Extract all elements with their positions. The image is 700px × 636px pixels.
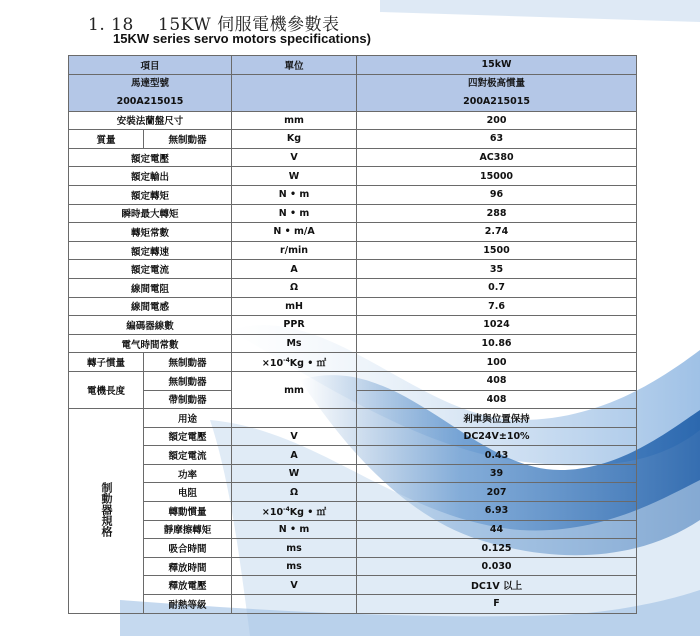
row-unit: W — [232, 464, 357, 483]
row-unit: ms — [232, 539, 357, 558]
row-label: 釋放時間 — [144, 557, 232, 576]
model-row — [69, 74, 637, 111]
section-number: 1. 18 — [88, 15, 134, 35]
table-row — [69, 148, 637, 167]
table-row — [69, 185, 637, 204]
table-row — [69, 502, 637, 521]
row-label: 瞬時最大轉矩 — [69, 204, 232, 223]
table-row — [69, 316, 637, 335]
table-row — [69, 241, 637, 260]
row-value: 35 — [357, 260, 637, 279]
row-label: 無制動器 — [144, 353, 232, 372]
row-group: 質量 — [69, 130, 144, 149]
row-label: 額定電流 — [144, 446, 232, 465]
table-row — [69, 409, 637, 428]
row-label: 釋放電壓 — [144, 576, 232, 595]
table-row — [69, 483, 637, 502]
table-row — [69, 520, 637, 539]
row-value: 6.93 — [357, 502, 637, 521]
row-unit — [232, 502, 357, 521]
model-unit-cell — [232, 74, 357, 111]
row-unit: mm — [232, 371, 357, 408]
row-label: 吸合時間 — [144, 539, 232, 558]
row-label: 电阻 — [144, 483, 232, 502]
table-row — [69, 539, 637, 558]
brake-group-label: 制動器規格 — [100, 481, 113, 537]
row-label: 額定輸出 — [69, 167, 232, 186]
unit-prefix: ×10 — [261, 506, 284, 518]
row-label: 耐熱等級 — [144, 595, 232, 614]
row-value: 2.74 — [357, 223, 637, 242]
table-row — [69, 446, 637, 465]
row-unit — [232, 409, 357, 428]
row-label: 帶制動器 — [144, 390, 232, 409]
row-value: 200 — [357, 111, 637, 130]
row-value: DC24V±10% — [357, 427, 637, 446]
row-label: 無制動器 — [144, 371, 232, 390]
table-row — [69, 427, 637, 446]
unit-exponent: -4 — [283, 356, 290, 364]
table-row — [69, 167, 637, 186]
row-value: 1500 — [357, 241, 637, 260]
row-unit: N • m/A — [232, 223, 357, 242]
row-label: 編碼器線數 — [69, 316, 232, 335]
row-value: 剎車與位置保持 — [357, 409, 637, 428]
row-unit: ms — [232, 557, 357, 576]
col-unit-header: 單位 — [232, 56, 357, 75]
model-code: 200A215015 — [116, 95, 184, 107]
row-unit: V — [232, 148, 357, 167]
row-unit: N • m — [232, 204, 357, 223]
row-label: 轉動慣量 — [144, 502, 232, 521]
inertia-label: 四對极高慣量 — [468, 78, 526, 89]
row-unit — [232, 353, 357, 372]
row-label: 靜摩擦轉矩 — [144, 520, 232, 539]
unit-suffix: Kg • ㎡ — [289, 358, 327, 370]
row-unit: PPR — [232, 316, 357, 335]
brake-group-cell — [69, 409, 144, 614]
row-unit: Ω — [232, 483, 357, 502]
row-value: 207 — [357, 483, 637, 502]
row-value: 1024 — [357, 316, 637, 335]
row-value: 100 — [357, 353, 637, 372]
row-unit: mm — [232, 111, 357, 130]
row-label: 用途 — [144, 409, 232, 428]
col-item-header: 項目 — [69, 56, 232, 75]
header-row — [69, 56, 637, 75]
table-row — [69, 278, 637, 297]
col-value-header: 15kW — [357, 56, 637, 75]
table-row — [69, 130, 637, 149]
row-unit: mH — [232, 297, 357, 316]
row-unit: r/min — [232, 241, 357, 260]
unit-prefix: ×10 — [261, 358, 284, 370]
row-label: 轉矩常數 — [69, 223, 232, 242]
row-value: 408 — [357, 390, 637, 409]
row-value: 0.125 — [357, 539, 637, 558]
spec-table — [68, 55, 637, 614]
row-value: 39 — [357, 464, 637, 483]
row-label: 額定電壓 — [69, 148, 232, 167]
title-en: 15KW series servo motors specifications) — [113, 31, 371, 46]
row-unit: V — [232, 576, 357, 595]
table-row — [69, 371, 637, 390]
row-unit: Ms — [232, 334, 357, 353]
unit-exponent: -4 — [283, 505, 290, 513]
row-value: 408 — [357, 371, 637, 390]
row-unit — [232, 595, 357, 614]
row-value: DC1V 以上 — [357, 576, 637, 595]
row-unit: N • m — [232, 520, 357, 539]
row-unit: Kg — [232, 130, 357, 149]
row-label: 線間電感 — [69, 297, 232, 316]
row-label: 額定電流 — [69, 260, 232, 279]
row-value: 0.030 — [357, 557, 637, 576]
row-value: 63 — [357, 130, 637, 149]
table-row — [69, 223, 637, 242]
row-group: 電機長度 — [69, 371, 144, 408]
table-row — [69, 297, 637, 316]
row-unit: Ω — [232, 278, 357, 297]
row-unit: V — [232, 427, 357, 446]
row-value: 288 — [357, 204, 637, 223]
row-label: 功率 — [144, 464, 232, 483]
row-label: 線間電阻 — [69, 278, 232, 297]
row-unit: A — [232, 446, 357, 465]
table-row — [69, 353, 637, 372]
row-value: 10.86 — [357, 334, 637, 353]
row-label: 額定電壓 — [144, 427, 232, 446]
row-label: 無制動器 — [144, 130, 232, 149]
inertia-code: 200A215015 — [463, 95, 530, 107]
table-row — [69, 464, 637, 483]
table-row — [69, 111, 637, 130]
table-row — [69, 576, 637, 595]
table-row — [69, 557, 637, 576]
row-value: F — [357, 595, 637, 614]
row-value: 44 — [357, 520, 637, 539]
row-value: 15000 — [357, 167, 637, 186]
table-row — [69, 334, 637, 353]
model-value-cell — [357, 74, 637, 111]
row-value: 7.6 — [357, 297, 637, 316]
title-zh: 15KW 伺服電機參數表 — [158, 15, 340, 35]
model-label: 馬達型號 — [131, 78, 170, 89]
row-value: AC380 — [357, 148, 637, 167]
row-unit: A — [232, 260, 357, 279]
table-row — [69, 260, 637, 279]
row-unit: N • m — [232, 185, 357, 204]
row-value: 0.43 — [357, 446, 637, 465]
row-unit: W — [232, 167, 357, 186]
row-label: 電气時間常數 — [69, 334, 232, 353]
row-group: 轉子慣量 — [69, 353, 144, 372]
row-label: 安裝法蘭盤尺寸 — [69, 111, 232, 130]
row-label: 額定轉速 — [69, 241, 232, 260]
table-row — [69, 595, 637, 614]
table-row — [69, 204, 637, 223]
unit-suffix: Kg • ㎡ — [289, 506, 327, 518]
model-cell — [69, 74, 232, 111]
row-value: 96 — [357, 185, 637, 204]
row-label: 額定轉矩 — [69, 185, 232, 204]
row-value: 0.7 — [357, 278, 637, 297]
